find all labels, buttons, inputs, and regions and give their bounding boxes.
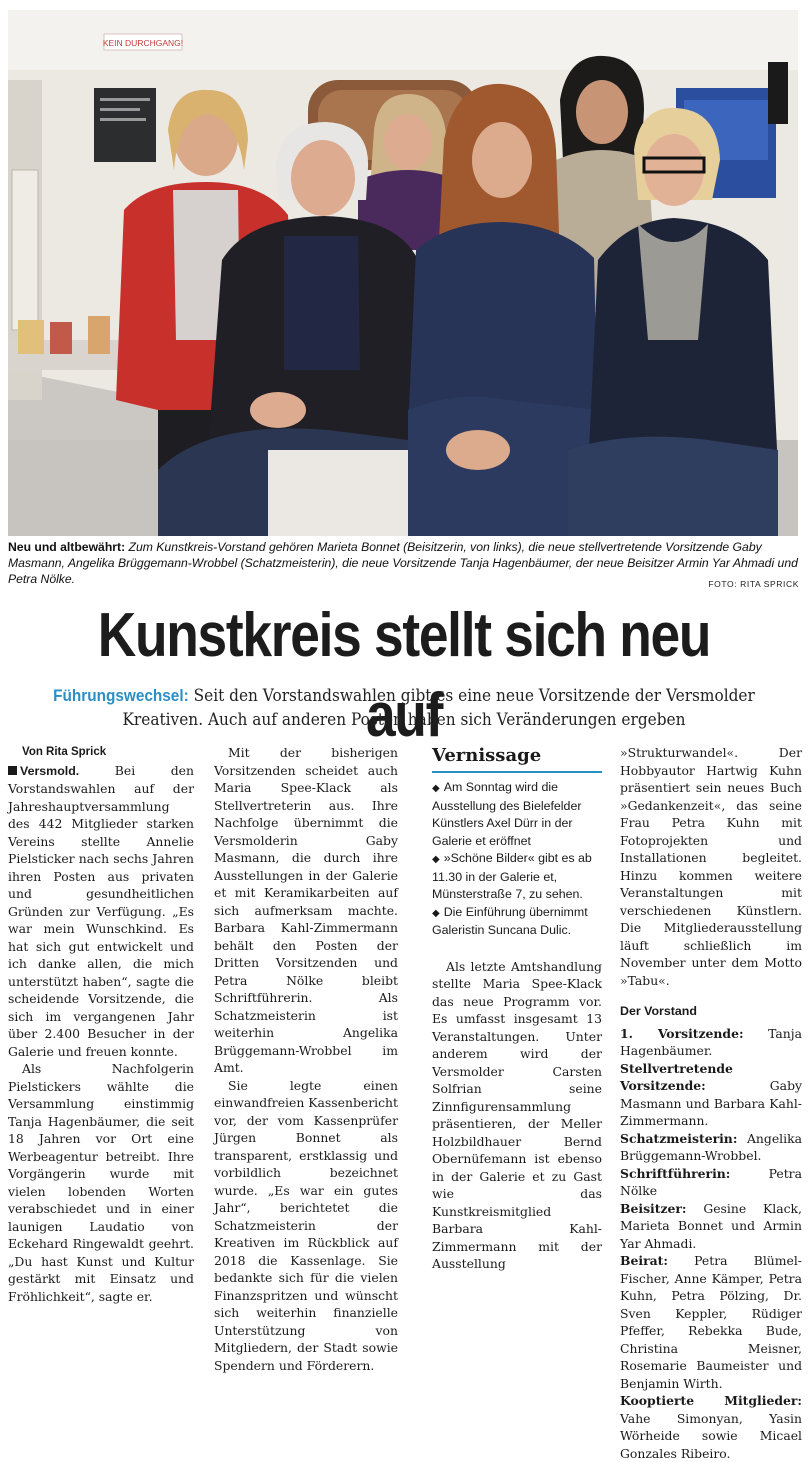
vorstand-label: 1. Vorsitzende: <box>620 1026 744 1041</box>
vorstand-list <box>620 1025 802 1462</box>
article-paragraph: Als letzte Amtshandlung stellte Maria Spee-Klack das neue Programm vor. Es umfasst insgesamt 13 Veranstaltungen. Unter anderem wird der Versmolder Carsten Solfrian seine Zinnfigurensammlung präsentieren, der Meller Holzbildhauer Bernd Obernüfemann ist ebenso in der Galerie et zu Gast wie das Kunstkreismitglied Barbara Kahl-Zimmermann mit der Ausstellung <box>432 958 602 1273</box>
caption-text: Zum Kunstkreis-Vorstand gehören Marieta Bonnet (Beisitzerin, von links), die neue stellvertretende Vorsitzende Gaby Masmann, Angelika Brüggemann-Wrobbel (Schatzmeisterin), die neue Vorsitzende Tanja Hagenbäumer, der neue Beisitzer Armin Yar Ahmadi und Petra Nölke. <box>8 540 798 586</box>
wall-sign-text: KEIN DURCHGANG! <box>103 38 183 48</box>
diamond-bullet-icon: ◆ <box>432 908 440 919</box>
article-column-2 <box>214 744 398 1374</box>
vorstand-value: Gaby Masmann und Barbara Kahl-Zimmermann. <box>620 1078 802 1128</box>
subline <box>28 684 779 732</box>
vorstand-value: Vahe Simonyan, Yasin Wörheide sowie Micael Gonzales Ribeiro. <box>620 1411 802 1461</box>
vernissage-item-text: »Schöne Bilder« gibt es ab 11.30 in der Galerie et, Münsterstraße 7, zu sehen. <box>432 851 592 901</box>
vernissage-item-text: Die Einführung übernimmt Galeristin Suncana Dulic. <box>432 905 588 938</box>
vorstand-value: Petra Blümel-Fischer, Anne Kämper, Petra Kuhn, Petra Pölzing, Dr. Sven Keppler, Rüdiger Pfeffer, Rebekka Bude, Christina Meisner, Rosemarie Baumeister und Benjamin Wirth. <box>620 1253 802 1391</box>
article-paragraph-continued: »Strukturwandel«. Der Hobbyautor Hartwig Kuhn präsentiert sein neues Buch »Gedankenzeit«, das seine Frau Petra Kuhn mit Fotoprojekten und Installationen begleitet. Hinzu kommen weitere Veranstaltungen mit verschiedenen Künstlern. Die Mitgliederausstellung läuft schließlich im November unter dem Motto »Tabu«. <box>620 744 802 989</box>
article-paragraph: Sie legte einen einwandfreien Kassenbericht vor, der vom Kassenprüfer Jürgen Bonnet als transparent, erstklassig und vorbildlich bezeichnet wurde. „Es war ein gutes Jahr“, berichtetet die Schatzmeisterin der Kreativen im Rückblick auf 2018 die Kassenlage. Sie bedankte sich für die vielen Finanzspritzen und wünscht sich weiterhin finanzielle Unterstützung von Mitgliedern, der Stadt sowie Spendern und Förderern. <box>214 1077 398 1375</box>
diamond-bullet-icon: ◆ <box>432 783 440 794</box>
vorstand-value: Petra Nölke <box>620 1166 802 1199</box>
vorstand-item <box>620 1025 802 1060</box>
vorstand-label: Schriftführerin: <box>620 1166 730 1181</box>
article-paragraph: Mit der bisherigen Vorsitzenden scheidet auch Maria Spee-Klack als Stellvertreterin aus. Ihre Nachfolge übernimmt die Versmolderin Gaby Masmann, die durch ihre Ausstellungen in der Galerie et mit Keramikarbeiten auf sich aufmerksam machte. Barbara Kahl-Zimmermann behält den Posten der Dritten Vorsitzenden und Petra Nölke bleibt Schriftführerin. Als Schatzmeisterin ist weiterhin Angelika Brüggemann-Wrobbel im Amt. <box>214 744 398 1077</box>
dateline: Versmold. <box>20 764 79 778</box>
subline-text: Seit den Vorstandswahlen gibt es eine neue Vorsitzende der Versmolder Kreativen. Auch auf anderen Posten haben sich Veränderungen ergeben <box>122 686 754 729</box>
vorstand-item <box>620 1165 802 1200</box>
vorstand-label: Beirat: <box>620 1253 668 1268</box>
paragraph-text: Bei den Vorstandswahlen auf der Jahreshauptversammlung des 442 Mitglieder starken Vereins stellte Annelie Pielsticker nach sechs Jahren ihren Posten aus privaten und gesundheitlichen Gründen zur Verfügung. „Es war mein Wunschkind. Es hat sich gut entwickelt und ich danke allen, die mich unterstützt haben“, sagte die scheidende Vorsitzende, die sich im vergangenen Jahr über 2.400 Besucher in der Galerie und freuen konnte. <box>8 763 194 1059</box>
vernissage-item <box>432 779 602 850</box>
caption-lead: Neu und altbewährt: <box>8 540 125 554</box>
vorstand-label: Kooptierte Mitglieder: <box>620 1393 802 1408</box>
photo-illustration <box>8 10 798 536</box>
subline-kicker: Führungswechsel: <box>53 687 189 705</box>
article-paragraph <box>8 762 194 1061</box>
vernissage-title: Vernissage <box>432 744 602 773</box>
article-column-1 <box>8 744 194 1305</box>
article-paragraph: Als Nachfolgerin Pielstickers wählte die Versammlung einstimmig Tanja Hagenbäumer, die seit 18 Jahren vor Ort eine Werbeagentur betreibt. Ihre Vorgängerin wurde mit vielen lobenden Worten verabschiedet und in einer launigen Laudatio von Eckehard Ringewaldt geehrt. „Du hast Kunst und Kultur gestärkt mit Einsatz und Fröhlichkeit“, sagte er. <box>8 1060 194 1305</box>
vernissage-item-text: Am Sonntag wird die Ausstellung des Bielefelder Künstlers Axel Dürr in der Galerie et eröffnet <box>432 780 581 848</box>
vorstand-value: Gesine Klack, Marieta Bonnet und Armin Yar Ahmadi. <box>620 1201 802 1251</box>
vorstand-label: Beisitzer: <box>620 1201 687 1216</box>
vorstand-item <box>620 1060 802 1130</box>
article-column-3 <box>432 744 602 1273</box>
headline: Kunstkreis stellt sich neu auf <box>57 596 752 756</box>
vorstand-title: Der Vorstand <box>620 1003 802 1021</box>
vorstand-value: Angelika Brüggemann-Wrobbel. <box>620 1131 802 1164</box>
vernissage-box <box>432 744 602 940</box>
vernissage-item <box>432 904 602 940</box>
square-bullet-icon <box>8 766 17 775</box>
vorstand-label: Schatzmeisterin: <box>620 1131 737 1146</box>
photo-credit: FOTO: RITA SPRICK <box>708 579 799 589</box>
vernissage-item <box>432 850 602 904</box>
group-photo <box>8 10 798 536</box>
author-byline: Von Rita Sprick <box>8 744 194 762</box>
vorstand-value: Tanja Hagenbäumer. <box>620 1026 802 1059</box>
vorstand-item <box>620 1130 802 1165</box>
diamond-bullet-icon: ◆ <box>432 854 440 865</box>
photo-caption <box>8 539 800 587</box>
vorstand-item <box>620 1392 802 1462</box>
vorstand-item <box>620 1200 802 1253</box>
vorstand-item <box>620 1252 802 1392</box>
article-column-4 <box>620 744 802 1462</box>
vorstand-label: Stellvertretende Vorsitzende: <box>620 1061 733 1094</box>
